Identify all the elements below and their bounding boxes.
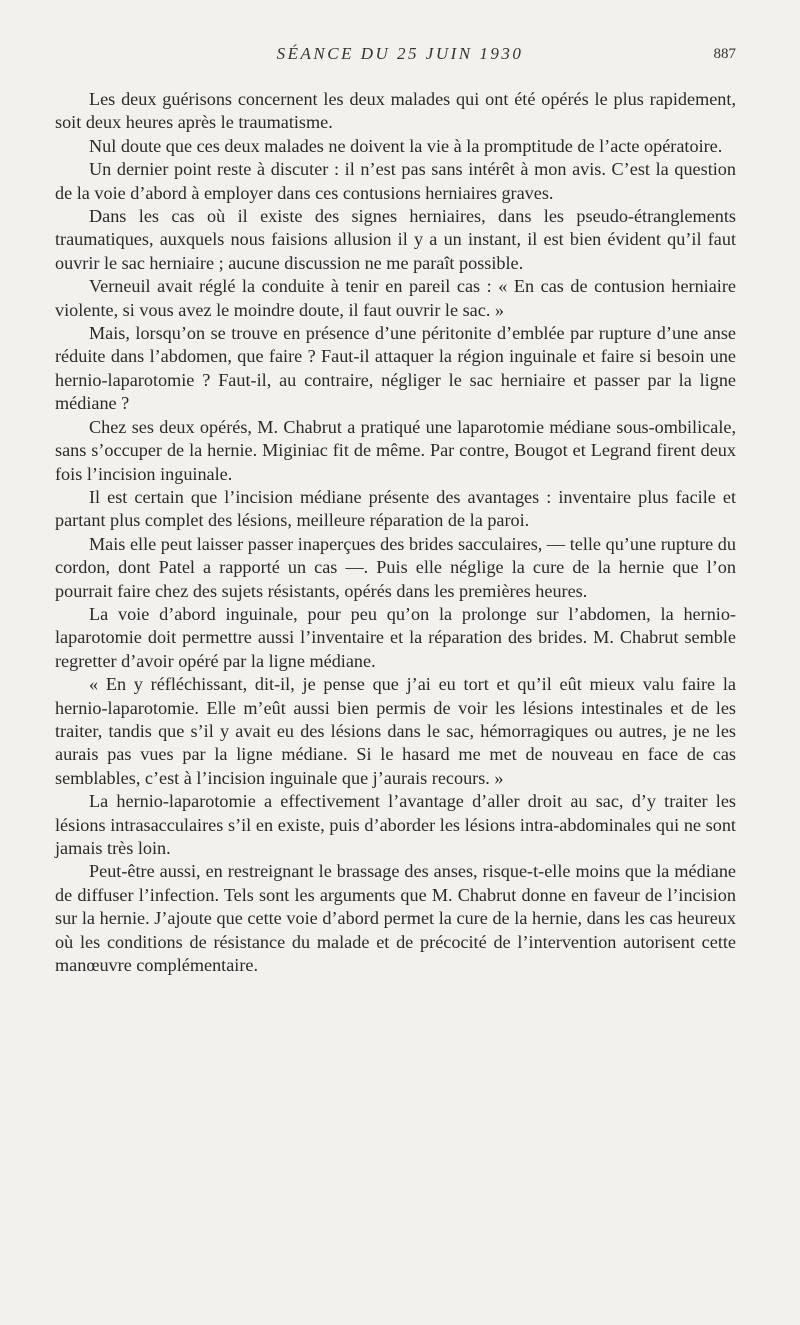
paragraph: La voie d’abord inguinale, pour peu qu’on la prolonge sur l’abdomen, la hernio-laparotomie doit permettre aussi l’inventaire et la réparation des brides. M. Chabrut semble regretter d’avoir opéré par la ligne médiane. — [55, 603, 736, 671]
paragraph: Verneuil avait réglé la conduite à tenir en pareil cas : « En cas de contusion herniaire violente, si vous avez le moindre doute, il faut ouvrir le sac. » — [55, 276, 736, 320]
paragraph: Un dernier point reste à discuter : il n’est pas sans intérêt à mon avis. C’est la question de la voie d’abord à employer dans ces contusions herniaires graves. — [55, 159, 736, 203]
body-text — [55, 88, 736, 977]
paragraph: Chez ses deux opérés, M. Chabrut a pratiqué une laparotomie médiane sous-ombilicale, sans s’occuper de la hernie. Miginiac fit de même. Par contre, Bougot et Legrand firent deux fois l’incision inguinale. — [55, 416, 736, 484]
page-number: 887 — [713, 46, 736, 62]
paragraph: Peut-être aussi, en restreignant le brassage des anses, risque-t-elle moins que la médiane de diffuser l’infection. Tels sont les arguments que M. Chabrut donne en faveur de l’incision sur la hernie. J’ajoute que cette voie d’abord permet la cure de la hernie, dans les cas heureux où les conditions de résistance du malade et de précocité de l’intervention autorisent cette manœuvre complémentaire. — [55, 861, 736, 976]
quotation-paragraph: « En y réfléchissant, dit-il, je pense que j’ai eu tort et qu’il eût mieux valu faire la hernio-laparotomie. Elle m’eût aussi bien permis de voir les lésions intestinales et de les traiter, tandis que s’il y avait eu des lésions dans le sac, hémorragiques ou autres, je ne les aurais pas vues par la ligne médiane. Si le hasard me met de nouveau en face de cas semblables, c’est à l’incision inguinale que j’aurais recours. » — [55, 674, 736, 788]
paragraph: Mais elle peut laisser passer inaperçues des brides sacculaires, — telle qu’une rupture du cordon, dont Patel a rapporté un cas —. Puis elle néglige la cure de la hernie que l’on pourrait faire chez des sujets résistants, opérés dans les premières heures. — [55, 533, 736, 601]
paragraph: La hernio-laparotomie a effectivement l’avantage d’aller droit au sac, d’y traiter les lésions intrasacculaires s’il en existe, puis d’aborder les lésions intra-abdominales qui ne sont jamais très loin. — [55, 791, 736, 858]
paragraph: Dans les cas où il existe des signes herniaires, dans les pseudo-étranglements traumatiques, auxquels nous faisions allusion il y a un instant, il est bien évident qu’il faut ouvrir le sac herniaire ; aucune discussion ne me paraît possible. — [55, 206, 736, 273]
paragraph: Nul doute que ces deux malades ne doivent la vie à la promptitude de l’acte opératoire. — [89, 135, 723, 156]
paragraph: Les deux guérisons concernent les deux malades qui ont été opérés le plus rapidement, soit deux heures après le traumatisme. — [55, 89, 736, 133]
running-title: SÉANCE DU 25 JUIN 1930 — [276, 44, 524, 63]
paragraph: Il est certain que l’incision médiane présente des avantages : inventaire plus facile et partant plus complet des lésions, meilleure réparation de la paroi. — [55, 486, 736, 531]
paragraph: Mais, lorsqu’on se trouve en présence d’une péritonite d’emblée par rupture d’une anse réduite dans l’abdomen, que faire ? Faut-il attaquer la région inguinale et faire si besoin une hernio-laparotomie ? Faut-il, au contraire, négliger le sac herniaire et passer par la ligne médiane ? — [55, 323, 736, 414]
running-header — [0, 44, 800, 68]
